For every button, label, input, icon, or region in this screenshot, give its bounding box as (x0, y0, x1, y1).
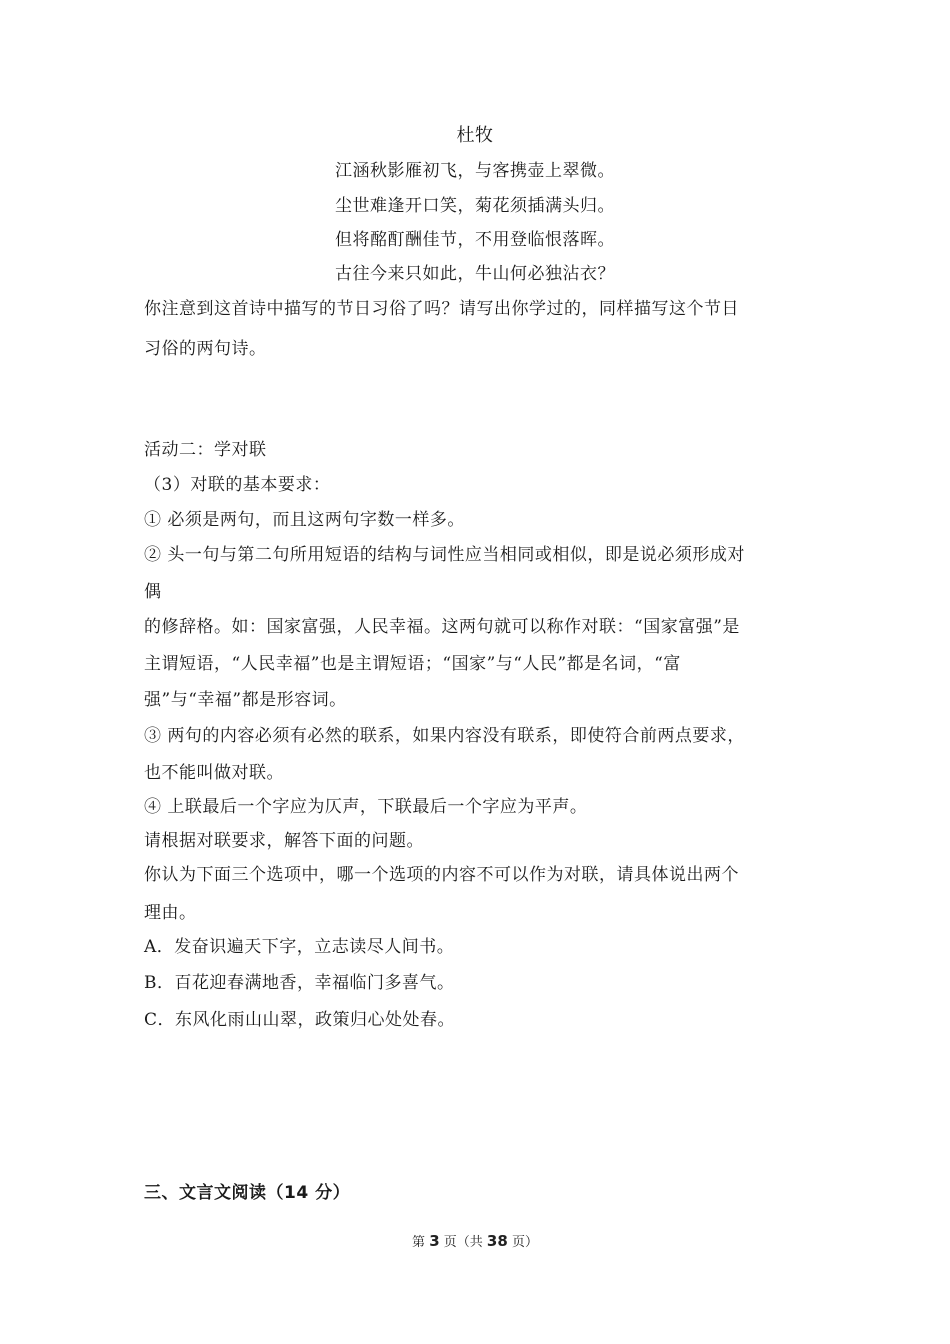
page-footer (0, 1232, 950, 1252)
footer-total-pages: 38 (486, 1232, 508, 1250)
option-b: B．百花迎春满地香，幸福临门多喜气。 (144, 973, 455, 993)
option-c: C．东风化雨山山翠，政策归心处处春。 (144, 1010, 456, 1030)
question1-line-2: 习俗的两句诗。 (144, 339, 267, 359)
rule-2-line-2: 偶 (144, 582, 162, 602)
poem-line-3: 但将酩酊酬佳节，不用登临恨落晖。 (335, 230, 615, 250)
rule-3-line-2: 也不能叫做对联。 (144, 763, 284, 783)
activity2-subtitle: （3）对联的基本要求： (144, 475, 331, 495)
option-a: A．发奋识遍天下字，立志读尽人间书。 (144, 937, 455, 957)
poem-author: 杜牧 (456, 125, 494, 146)
footer-prefix: 第 (412, 1235, 426, 1250)
rule-2-line-3: 的修辞格。如：国家富强，人民幸福。这两句就可以称作对联：“国家富强”是 (144, 617, 740, 637)
poem-line-1: 江涵秋影雁初飞，与客携壶上翠微。 (335, 161, 615, 181)
rule-1: ① 必须是两句，而且这两句字数一样多。 (144, 510, 465, 530)
footer-suffix: 页） (511, 1235, 538, 1250)
instruction: 请根据对联要求，解答下面的问题。 (144, 831, 424, 851)
rule-3-line-1: ③ 两句的内容必须有必然的联系，如果内容没有联系，即使符合前两点要求， (144, 726, 745, 746)
footer-page-number: 3 (429, 1232, 440, 1250)
question2-line-2: 理由。 (144, 903, 197, 923)
question2-line-1: 你认为下面三个选项中，哪一个选项的内容不可以作为对联，请具体说出两个 (144, 865, 739, 885)
rule-2-line-1: ② 头一句与第二句所用短语的结构与词性应当相同或相似，即是说必须形成对 (144, 545, 745, 565)
footer-middle: 页（共 (443, 1235, 483, 1250)
rule-4: ④ 上联最后一个字应为仄声，下联最后一个字应为平声。 (144, 797, 588, 817)
activity2-title: 活动二：学对联 (144, 440, 267, 460)
poem-line-2: 尘世难逢开口笑，菊花须插满头归。 (335, 196, 615, 216)
question1-line-1: 你注意到这首诗中描写的节日习俗了吗？请写出你学过的，同样描写这个节日 (144, 299, 739, 319)
rule-2-line-4: 主谓短语，“人民幸福”也是主谓短语；“国家”与“人民”都是名词，“富 (144, 654, 681, 674)
poem-line-4: 古往今来只如此，牛山何必独沾衣？ (335, 264, 615, 284)
section3-heading: 三、文言文阅读（14 分） (144, 1183, 351, 1203)
rule-2-line-5: 强”与“幸福”都是形容词。 (144, 690, 347, 710)
